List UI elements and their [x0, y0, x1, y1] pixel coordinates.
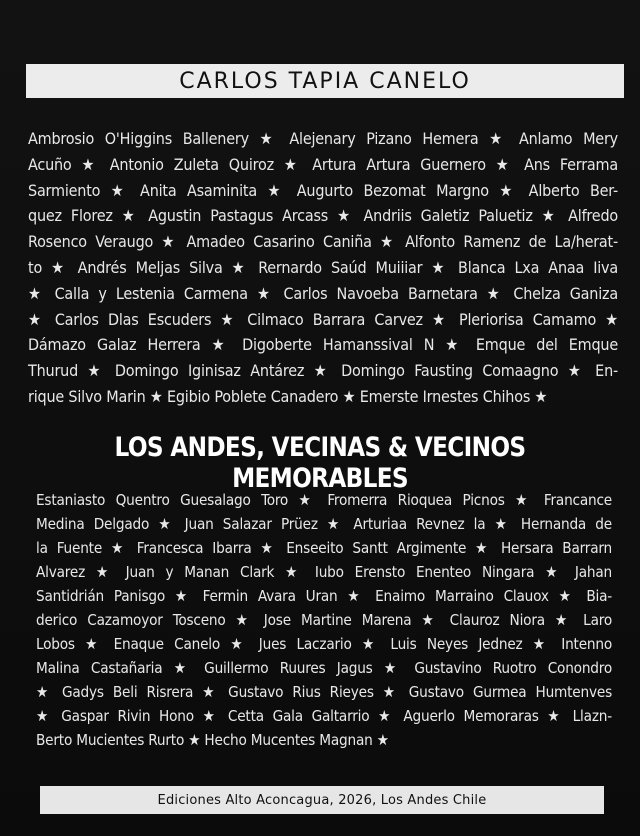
names-line: Sarmiento ★ Anita Asaminita ★ Augurto Bezomat Margno ★ Alberto Ber-: [28, 180, 618, 200]
names-line: ★ Gaspar Rivin Hono ★ Cetta Gala Galtarrio ★ Aguerlo Memoraras ★ Llazn-: [36, 707, 612, 725]
names-line: to ★ Andrés Meljas Silva ★ Rernardo Saúd Muiiiar ★ Blanca Lxa Anaa Iiva: [28, 257, 618, 277]
names-line: Medina Delgado ★ Juan Salazar Prüez ★ Arturiaa Revnez la ★ Hernanda de: [36, 515, 612, 533]
book-title: LOS ANDES, VECINAS & VECINOS MEMORABLES: [114, 432, 526, 494]
names-line: ★ Carlos Dlas Escuders ★ Cilmaco Barrara Carvez ★ Pleriorisa Camamo ★: [28, 309, 618, 329]
names-line: rique Silvo Marin ★ Egibio Poblete Canadero ★ Emerste Irnestes Chihos ★: [28, 386, 548, 406]
names-list-top: [28, 126, 618, 410]
names-line: Rosenco Veraugo ★ Amadeo Casarino Caniña ★ Alfonto Ramenz de La/herat-: [28, 232, 618, 252]
names-line: Berto Mucientes Rurto ★ Hecho Mucentes Magnan ★: [36, 731, 389, 749]
names-line: ★ Gadys Beli Risrera ★ Gustavo Rius Rieyes ★ Gustavo Gurmea Humtenves: [36, 683, 612, 701]
names-list-bottom: [36, 488, 612, 752]
names-line: Malina Castañaria ★ Guillermo Ruures Jagus ★ Gustavino Ruotro Conondro: [36, 659, 612, 677]
names-line: Alvarez ★ Juan y Manan Clark ★ Iubo Erensto Enenteo Ningara ★ Jahan: [36, 563, 612, 581]
publisher-bar: [40, 786, 604, 814]
names-line: Santidrián Panisgo ★ Fermin Avara Uran ★ Enaimo Marraino Clauox ★ Bia-: [36, 587, 612, 605]
names-line: Thurud ★ Domingo Iginisaz Antárez ★ Domingo Fausting Comaagno ★ En-: [28, 361, 618, 381]
names-line: ★ Calla y Lestenia Carmena ★ Carlos Navoeba Barnetara ★ Chelza Ganiza: [28, 283, 618, 303]
names-line: Ambrosio O'Higgins Ballenery ★ Alejenary Pizano Hemera ★ Anlamo Mery: [28, 129, 618, 148]
names-line: la Fuente ★ Francesca Ibarra ★ Enseeito Santt Argimente ★ Hersara Barrarn: [36, 539, 612, 557]
names-line: Estaniasto Quentro Guesalago Toro ★ Fromerra Rioquea Picnos ★ Francance: [36, 491, 612, 509]
author-name-bar: [26, 64, 624, 98]
author-name: CARLOS TAPIA CANELO: [179, 68, 471, 94]
names-line: quez Florez ★ Agustin Pastagus Arcass ★ Andriis Galetiz Paluetiz ★ Alfredo: [28, 206, 618, 226]
publisher-text: Ediciones Alto Aconcagua, 2026, Los Andes Chile: [157, 792, 487, 808]
names-line: derico Cazamoyor Tosceno ★ Jose Martine Marena ★ Clauroz Niora ★ Laro: [36, 611, 612, 629]
names-line: Acuño ★ Antonio Zuleta Quiroz ★ Artura Artura Guernero ★ Ans Ferrama: [28, 154, 618, 174]
names-line: Dámazo Galaz Herrera ★ Digoberte Hamanssival N ★ Emque del Emque: [28, 335, 618, 355]
names-line: Lobos ★ Enaque Canelo ★ Jues Laczario ★ Luis Neyes Jednez ★ Intenno: [36, 635, 612, 653]
